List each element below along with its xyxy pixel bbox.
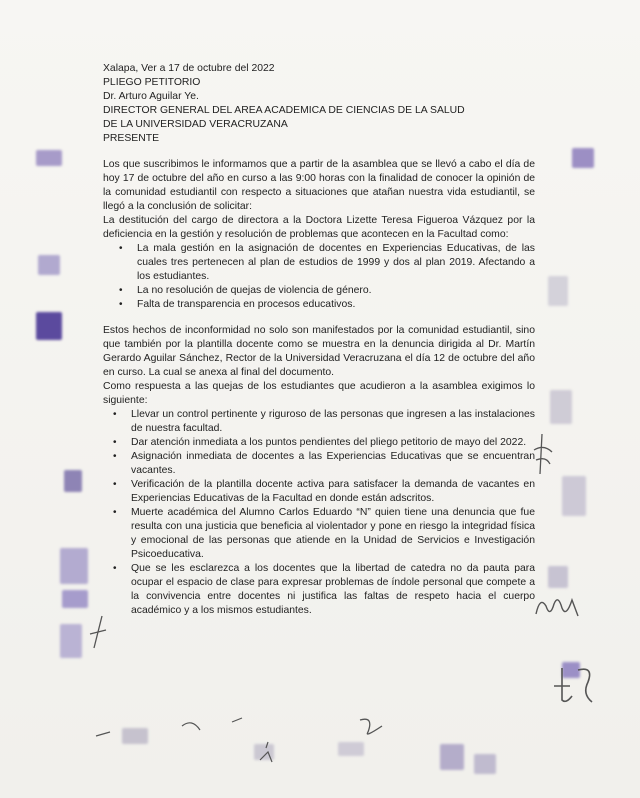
redaction-blur (64, 470, 82, 492)
document-type: PLIEGO PETITORIO (103, 77, 201, 88)
redaction-blur (572, 148, 594, 168)
demands-intro: Como respuesta a las quejas de los estudiantes que acudieron a la asamblea exigimos lo siguiente: (103, 381, 535, 406)
list-item: • Que se les esclarezca a los docentes que la libertad de catedra no da pauta para ocupar el espacio de clase para expresar problemas de índole personal que compete a la convivencia entre docentes ni justifica las faltas de respeto hacia el cuerpo académico y a los mismos estudiantes. (111, 562, 535, 618)
signature-mark (532, 590, 582, 624)
redaction-blur (60, 624, 82, 658)
letter-header (103, 62, 535, 146)
nonconformity-paragraph: Estos hechos de inconformidad no solo son manifestados por la comunidad estudiantil, sino que también por la plantilla docente como se muestra en la denuncia dirigida al Dr. Martín Gerardo Aguilar Sánchez, Rector de la Universidad Veracruzana el día 12 de octubre del año en curso. La cual se anexa al final del documento. (103, 325, 535, 378)
signature-mark (548, 656, 600, 708)
list-item: • Llevar un control pertinente y riguroso de las personas que ingresen a las instalaciones de nuestra facultad. (111, 408, 535, 436)
redaction-blur (38, 255, 60, 275)
redaction-blur (62, 590, 88, 608)
dismissal-paragraph: La destitución del cargo de directora a la Doctora Lizette Teresa Figueroa Vázquez por la deficiencia en la gestión y resolución de problemas que acontecen en la Facultad como: (103, 215, 535, 240)
list-item: • Falta de transparencia en procesos educativos. (117, 298, 535, 312)
redaction-blur (562, 476, 586, 516)
salutation: PRESENTE (103, 133, 160, 144)
list-item: • La no resolución de quejas de violencia de género. (117, 284, 535, 298)
problems-list (117, 242, 535, 312)
redaction-blur (548, 566, 568, 588)
redaction-blur (36, 312, 62, 340)
recipient-title: DIRECTOR GENERAL DEL AREA ACADEMICA DE CIENCIAS DE LA SALUD (103, 105, 465, 116)
list-item: • Muerte académica del Alumno Carlos Eduardo “N” quien tiene una denuncia que fue resulta con una justicia que beneficia al violentador y pone en riesgo la integridad física y emocional de las personas que atiende en la Unidad de Servicios e Investigación Psicoeducativa. (111, 506, 535, 562)
demands-list (111, 408, 535, 618)
intro-paragraph: Los que suscribimos le informamos que a partir de la asamblea que se llevó a cabo el día de hoy 17 de octubre del año en curso a las 9:00 horas con la finalidad de conocer la opinión de la comunidad estudiantil con respecto a situaciones que atañan nuestra vida estudiantil, se llegó a la conclusión de solicitar: (103, 159, 535, 212)
list-item: • La mala gestión en la asignación de docentes en Experiencias Educativas, de las cuales tres pertenecen al plan de estudios de 1999 y dos al plan 2019. Afectando a los estudiantes. (117, 242, 535, 284)
redaction-blur (550, 390, 572, 424)
redaction-blur (36, 150, 62, 166)
list-item: • Asignación inmediata de docentes a las Experiencias Educativas que se encuentran vacantes. (111, 450, 535, 478)
signature-mark (84, 612, 110, 652)
redaction-blur (60, 548, 88, 584)
list-item: • Verificación de la plantilla docente activa para satisfacer la demanda de vacantes en Experiencias Educativas de la Facultad en donde están adscritos. (111, 478, 535, 506)
place-date: Xalapa, Ver a 17 de octubre del 2022 (103, 63, 275, 74)
recipient-institution: DE LA UNIVERSIDAD VERACRUZANA (103, 119, 288, 130)
list-item: • Dar atención inmediata a los puntos pendientes del pliego petitorio de mayo del 2022. (111, 436, 535, 450)
letter-body (103, 62, 535, 618)
redaction-blur (548, 276, 568, 306)
recipient-name: Dr. Arturo Aguilar Ye. (103, 91, 199, 102)
handwritten-scribble (92, 712, 532, 772)
